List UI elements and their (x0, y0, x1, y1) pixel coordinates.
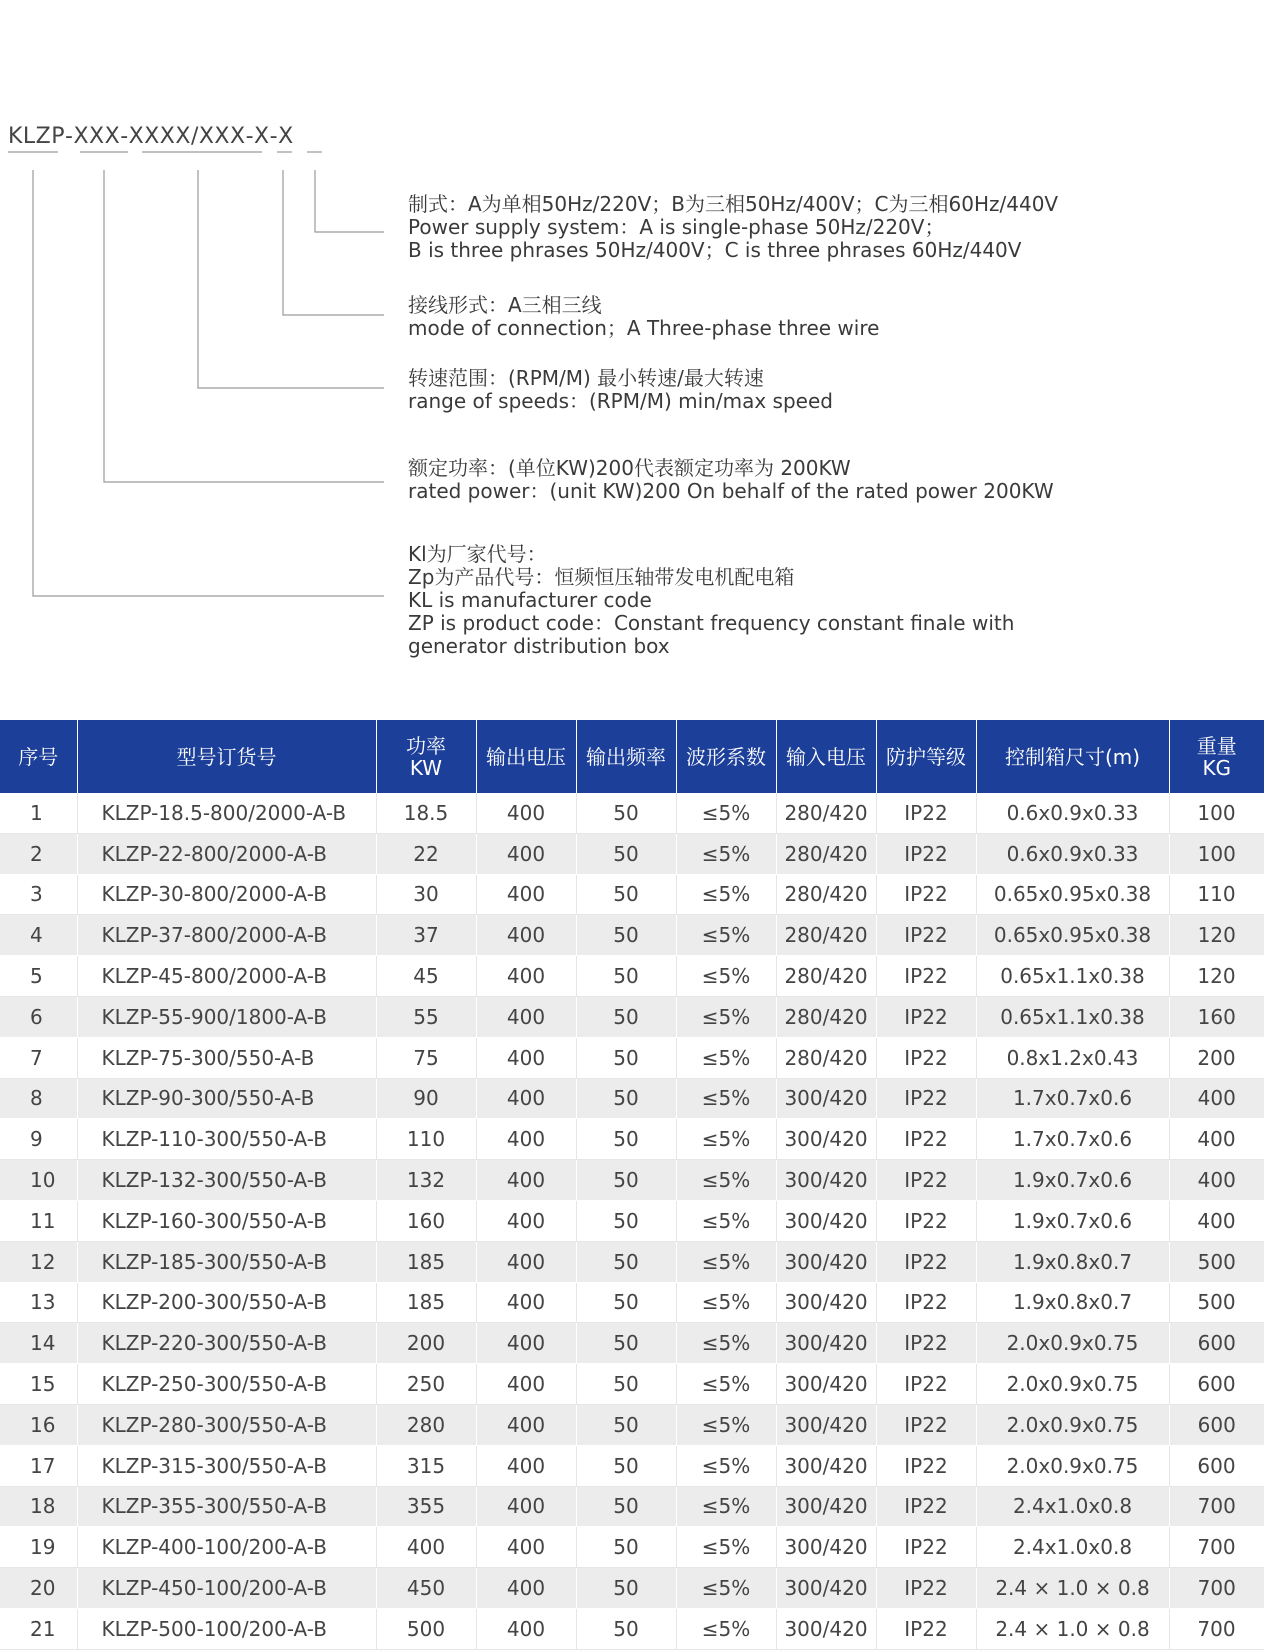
table-cell: KLZP-400-100/200-A-B (77, 1527, 376, 1568)
legend-maker-line: Zp为产品代号：恒频恒压轴带发电机配电箱 (408, 565, 795, 589)
table-cell: IP22 (876, 1282, 976, 1323)
table-cell: 50 (576, 1364, 676, 1405)
table-cell: 400 (476, 1486, 576, 1527)
table-cell: 1 (0, 793, 77, 833)
table-cell: 50 (576, 1241, 676, 1282)
table-cell: 300/420 (776, 1445, 876, 1486)
legend-maker-line: KL is manufacturer code (408, 588, 652, 612)
spec-table (0, 720, 1264, 1650)
table-cell: 400 (476, 956, 576, 997)
legend-speed (408, 367, 833, 413)
table-cell: ≤5% (676, 1078, 776, 1119)
table-cell: ≤5% (676, 1323, 776, 1364)
table-row (0, 1119, 1264, 1160)
table-cell: IP22 (876, 1037, 976, 1078)
table-cell: IP22 (876, 1323, 976, 1364)
table-cell: 300/420 (776, 1364, 876, 1405)
table-row (0, 793, 1264, 833)
column-header-label: 防护等级 (886, 744, 966, 769)
table-cell: KLZP-90-300/550-A-B (77, 1078, 376, 1119)
table-cell: 600 (1169, 1445, 1264, 1486)
connector-speed (198, 170, 384, 388)
table-cell: ≤5% (676, 1200, 776, 1241)
table-cell: 0.65x1.1x0.38 (976, 996, 1169, 1037)
table-cell: 19 (0, 1527, 77, 1568)
table-cell: 16 (0, 1404, 77, 1445)
table-cell: ≤5% (676, 1568, 776, 1609)
table-cell: 300/420 (776, 1486, 876, 1527)
table-cell: 50 (576, 1037, 676, 1078)
legend-power-line: rated power：(unit KW)200 On behalf of the rated power 200KW (408, 479, 1054, 503)
table-cell: KLZP-30-800/2000-A-B (77, 874, 376, 915)
table-cell: KLZP-55-900/1800-A-B (77, 996, 376, 1037)
legend-system-line: 制式：A为单相50Hz/220V；B为三相50Hz/400V；C为三相60Hz/440V (408, 192, 1059, 216)
table-cell: 300/420 (776, 1241, 876, 1282)
table-cell: 400 (476, 1568, 576, 1609)
table-cell: KLZP-280-300/550-A-B (77, 1404, 376, 1445)
table-cell: IP22 (876, 1527, 976, 1568)
table-row (0, 1445, 1264, 1486)
code-part-prefix: KLZP (8, 124, 66, 149)
table-cell: 2 (0, 833, 77, 874)
table-cell: 400 (476, 793, 576, 833)
table-cell: ≤5% (676, 1282, 776, 1323)
code-separator: - (120, 124, 129, 149)
table-cell: 14 (0, 1323, 77, 1364)
column-header (376, 720, 476, 793)
legend-connection (408, 294, 879, 340)
legend-connection-line: 接线形式：A三相三线 (408, 293, 602, 317)
table-cell: 50 (576, 1078, 676, 1119)
table-cell: 280 (376, 1404, 476, 1445)
table-cell: 50 (576, 1608, 676, 1649)
code-separator: - (245, 124, 255, 149)
table-cell: KLZP-315-300/550-A-B (77, 1445, 376, 1486)
column-header (0, 720, 77, 793)
table-row (0, 874, 1264, 915)
table-cell: 3 (0, 874, 77, 915)
column-header-label: 重量 (1196, 733, 1237, 758)
table-cell: KLZP-450-100/200-A-B (77, 1568, 376, 1609)
table-cell: 100 (1169, 793, 1264, 833)
table-cell: 50 (576, 996, 676, 1037)
table-cell: 15 (0, 1364, 77, 1405)
column-header-label: 型号订货号 (176, 744, 277, 769)
table-cell: 21 (0, 1608, 77, 1649)
table-cell: 50 (576, 1404, 676, 1445)
legend-maker-line: generator distribution box (408, 634, 670, 658)
table-cell: 400 (476, 1241, 576, 1282)
table-cell: 1.9x0.7x0.6 (976, 1160, 1169, 1201)
table-cell: IP22 (876, 1445, 976, 1486)
table-cell: 280/420 (776, 874, 876, 915)
table-cell: 160 (1169, 996, 1264, 1037)
table-cell: 185 (376, 1282, 476, 1323)
table-cell: 400 (476, 1527, 576, 1568)
table-cell: ≤5% (676, 1527, 776, 1568)
column-header (1169, 720, 1264, 793)
table-cell: 300/420 (776, 1323, 876, 1364)
table-cell: 13 (0, 1282, 77, 1323)
table-cell: 500 (376, 1608, 476, 1649)
connector-maker (33, 170, 384, 596)
table-cell: 2.4x1.0x0.8 (976, 1486, 1169, 1527)
table-cell: KLZP-37-800/2000-A-B (77, 915, 376, 956)
table-cell: 250 (376, 1364, 476, 1405)
table-cell: IP22 (876, 793, 976, 833)
table-cell: KLZP-45-800/2000-A-B (77, 956, 376, 997)
table-cell: 160 (376, 1200, 476, 1241)
table-cell: KLZP-200-300/550-A-B (77, 1282, 376, 1323)
column-header-label: 输出频率 (586, 744, 666, 769)
table-cell: 500 (1169, 1241, 1264, 1282)
column-header (476, 720, 576, 793)
table-row (0, 956, 1264, 997)
table-cell: KLZP-160-300/550-A-B (77, 1200, 376, 1241)
legend-power (408, 457, 1054, 503)
table-cell: 280/420 (776, 996, 876, 1037)
table-cell: 1.7x0.7x0.6 (976, 1119, 1169, 1160)
table-cell: 2.0x0.9x0.75 (976, 1445, 1169, 1486)
table-cell: 2.0x0.9x0.75 (976, 1404, 1169, 1445)
table-cell: 50 (576, 874, 676, 915)
table-cell: 50 (576, 915, 676, 956)
table-cell: 50 (576, 1200, 676, 1241)
table-cell: 400 (476, 1037, 576, 1078)
column-header (77, 720, 376, 793)
table-cell: 50 (576, 956, 676, 997)
table-cell: 1.9x0.8x0.7 (976, 1241, 1169, 1282)
table-cell: 400 (476, 874, 576, 915)
table-cell: IP22 (876, 874, 976, 915)
table-row (0, 1364, 1264, 1405)
table-cell: 400 (476, 996, 576, 1037)
table-cell: KLZP-75-300/550-A-B (77, 1037, 376, 1078)
table-cell: 600 (1169, 1364, 1264, 1405)
legend-system-line: Power supply system：A is single-phase 50Hz/220V； (408, 215, 945, 239)
table-cell: IP22 (876, 1160, 976, 1201)
table-cell: ≤5% (676, 1445, 776, 1486)
table-row (0, 1078, 1264, 1119)
column-header-label: KW (409, 755, 443, 780)
table-cell: 500 (1169, 1282, 1264, 1323)
table-cell: IP22 (876, 1364, 976, 1405)
table-row (0, 1608, 1264, 1649)
table-cell: 400 (1169, 1078, 1264, 1119)
column-header-label: 输入电压 (786, 744, 866, 769)
table-cell: 400 (476, 1404, 576, 1445)
table-cell: 200 (376, 1323, 476, 1364)
legend-speed-line: 转速范围：(RPM/M) 最小转速/最大转速 (408, 366, 764, 390)
table-cell: ≤5% (676, 956, 776, 997)
table-cell: 100 (1169, 833, 1264, 874)
code-part-system: X (278, 124, 294, 149)
table-cell: 400 (476, 833, 576, 874)
table-cell: 300/420 (776, 1568, 876, 1609)
table-cell: 110 (1169, 874, 1264, 915)
table-cell: 400 (476, 1323, 576, 1364)
table-cell: 0.65x1.1x0.38 (976, 956, 1169, 997)
table-cell: KLZP-22-800/2000-A-B (77, 833, 376, 874)
table-cell: KLZP-500-100/200-A-B (77, 1608, 376, 1649)
table-row (0, 996, 1264, 1037)
legend-connection-line: mode of connection；A Three-phase three wire (408, 316, 880, 340)
legend-power-line: 额定功率：(单位KW)200代表额定功率为 200KW (408, 456, 851, 480)
table-cell: IP22 (876, 1486, 976, 1527)
table-cell: 300/420 (776, 1527, 876, 1568)
table-cell: ≤5% (676, 793, 776, 833)
table-cell: 2.4x1.0x0.8 (976, 1527, 1169, 1568)
column-header-label: 输出电压 (486, 744, 566, 769)
table-cell: IP22 (876, 1568, 976, 1609)
table-cell: 50 (576, 1119, 676, 1160)
code-part-power: XXX (73, 124, 121, 149)
table-cell: 4 (0, 915, 77, 956)
table-cell: 280/420 (776, 956, 876, 997)
table-cell: 7 (0, 1037, 77, 1078)
table-cell: IP22 (876, 1200, 976, 1241)
table-cell: KLZP-220-300/550-A-B (77, 1323, 376, 1364)
table-cell: IP22 (876, 996, 976, 1037)
table-cell: 22 (376, 833, 476, 874)
table-cell: ≤5% (676, 1160, 776, 1201)
code-separator: - (269, 124, 279, 149)
connector-system (315, 170, 384, 232)
table-cell: 0.65x0.95x0.38 (976, 874, 1169, 915)
table-row (0, 1282, 1264, 1323)
table-cell: 600 (1169, 1323, 1264, 1364)
table-header-row (0, 720, 1264, 793)
table-cell: 50 (576, 793, 676, 833)
table-cell: ≤5% (676, 1404, 776, 1445)
table-cell: 12 (0, 1241, 77, 1282)
table-cell: 280/420 (776, 793, 876, 833)
code-part-speed: XXXX/XXX (128, 124, 246, 149)
table-cell: 2.4 × 1.0 × 0.8 (976, 1568, 1169, 1609)
table-cell: IP22 (876, 833, 976, 874)
column-header (976, 720, 1169, 793)
table-cell: ≤5% (676, 915, 776, 956)
table-cell: 400 (476, 1160, 576, 1201)
table-row (0, 1404, 1264, 1445)
column-header-label: 控制箱尺寸(m) (1004, 744, 1141, 769)
table-cell: 315 (376, 1445, 476, 1486)
table-cell: 300/420 (776, 1160, 876, 1201)
table-cell: 2.0x0.9x0.75 (976, 1323, 1169, 1364)
table-cell: 50 (576, 1486, 676, 1527)
table-cell: 10 (0, 1160, 77, 1201)
table-cell: 45 (376, 956, 476, 997)
table-cell: IP22 (876, 1608, 976, 1649)
table-cell: 18 (0, 1486, 77, 1527)
table-cell: 90 (376, 1078, 476, 1119)
column-header-label: 波形系数 (686, 744, 766, 769)
table-cell: 300/420 (776, 1078, 876, 1119)
table-cell: ≤5% (676, 833, 776, 874)
column-header-label: 序号 (18, 744, 59, 769)
table-cell: ≤5% (676, 1486, 776, 1527)
table-cell: ≤5% (676, 996, 776, 1037)
table-cell: 300/420 (776, 1608, 876, 1649)
table-cell: ≤5% (676, 1119, 776, 1160)
table-cell: 300/420 (776, 1404, 876, 1445)
table-cell: 0.6x0.9x0.33 (976, 793, 1169, 833)
table-cell: 0.8x1.2x0.43 (976, 1037, 1169, 1078)
column-header (576, 720, 676, 793)
connector-power (104, 170, 384, 482)
table-cell: 2.4 × 1.0 × 0.8 (976, 1608, 1169, 1649)
legend-system-line: B is three phrases 50Hz/400V；C is three phrases 60Hz/440V (408, 238, 1022, 262)
table-cell: 1.7x0.7x0.6 (976, 1078, 1169, 1119)
table-cell: 8 (0, 1078, 77, 1119)
table-cell: 355 (376, 1486, 476, 1527)
table-cell: 20 (0, 1568, 77, 1609)
table-cell: 280/420 (776, 833, 876, 874)
table-cell: 200 (1169, 1037, 1264, 1078)
column-header-label: 功率 (406, 733, 446, 758)
table-cell: 400 (376, 1527, 476, 1568)
table-cell: 50 (576, 1527, 676, 1568)
table-cell: ≤5% (676, 1241, 776, 1282)
table-cell: IP22 (876, 1078, 976, 1119)
table-cell: 400 (476, 915, 576, 956)
table-cell: 37 (376, 915, 476, 956)
legend-speed-line: range of speeds：(RPM/M) min/max speed (408, 389, 833, 413)
table-cell: 400 (476, 1078, 576, 1119)
table-cell: 110 (376, 1119, 476, 1160)
table-cell: 300/420 (776, 1282, 876, 1323)
legend-maker-line: ZP is product code：Constant frequency constant finale with (408, 611, 1015, 635)
table-row (0, 1568, 1264, 1609)
legend-system (408, 193, 1058, 262)
table-cell: 280/420 (776, 1037, 876, 1078)
table-cell: 30 (376, 874, 476, 915)
table-cell: 50 (576, 1323, 676, 1364)
table-cell: 120 (1169, 915, 1264, 956)
table-row (0, 1241, 1264, 1282)
table-cell: ≤5% (676, 1037, 776, 1078)
table-cell: IP22 (876, 1241, 976, 1282)
legend-maker-line: Kl为厂家代号： (408, 542, 547, 566)
table-cell: ≤5% (676, 874, 776, 915)
table-cell: 400 (476, 1608, 576, 1649)
table-cell: 400 (476, 1445, 576, 1486)
column-header (776, 720, 876, 793)
table-cell: 700 (1169, 1527, 1264, 1568)
code-part-connection: X (254, 124, 270, 149)
column-header (876, 720, 976, 793)
table-cell: 600 (1169, 1404, 1264, 1445)
table-cell: IP22 (876, 956, 976, 997)
table-row (0, 1527, 1264, 1568)
table-cell: 18.5 (376, 793, 476, 833)
table-row (0, 1486, 1264, 1527)
table-cell: ≤5% (676, 1364, 776, 1405)
table-cell: 6 (0, 996, 77, 1037)
table-cell: 11 (0, 1200, 77, 1241)
table-cell: 5 (0, 956, 77, 997)
table-row (0, 1037, 1264, 1078)
table-row (0, 1200, 1264, 1241)
table-row (0, 833, 1264, 874)
table-cell: 50 (576, 1160, 676, 1201)
table-cell: 300/420 (776, 1200, 876, 1241)
table-cell: 9 (0, 1119, 77, 1160)
table-row (0, 1323, 1264, 1364)
table-cell: 1.9x0.8x0.7 (976, 1282, 1169, 1323)
table-cell: 400 (476, 1200, 576, 1241)
table-cell: 132 (376, 1160, 476, 1201)
table-cell: 75 (376, 1037, 476, 1078)
table-cell: 700 (1169, 1608, 1264, 1649)
connector-connection (283, 170, 384, 315)
table-cell: 50 (576, 1282, 676, 1323)
column-header-label: KG (1202, 755, 1232, 780)
table-cell: 280/420 (776, 915, 876, 956)
table-cell: 50 (576, 833, 676, 874)
table-cell: 400 (476, 1282, 576, 1323)
table-cell: 50 (576, 1445, 676, 1486)
table-cell: KLZP-185-300/550-A-B (77, 1241, 376, 1282)
table-cell: 55 (376, 996, 476, 1037)
table-cell: 1.9x0.7x0.6 (976, 1200, 1169, 1241)
table-cell: KLZP-355-300/550-A-B (77, 1486, 376, 1527)
table-cell: 300/420 (776, 1119, 876, 1160)
table-row (0, 1160, 1264, 1201)
table-cell: 400 (1169, 1160, 1264, 1201)
table-cell: 400 (1169, 1119, 1264, 1160)
table-cell: 400 (476, 1364, 576, 1405)
table-cell: 2.0x0.9x0.75 (976, 1364, 1169, 1405)
column-header (676, 720, 776, 793)
table-cell: 0.65x0.95x0.38 (976, 915, 1169, 956)
table-cell: IP22 (876, 915, 976, 956)
legend-maker (408, 543, 1014, 658)
table-body (0, 793, 1264, 1649)
table-row (0, 915, 1264, 956)
table-cell: 50 (576, 1568, 676, 1609)
table-cell: 400 (1169, 1200, 1264, 1241)
table-cell: 400 (476, 1119, 576, 1160)
table-cell: 700 (1169, 1486, 1264, 1527)
table-cell: 450 (376, 1568, 476, 1609)
table-cell: KLZP-18.5-800/2000-A-B (77, 793, 376, 833)
code-separator: - (65, 124, 74, 149)
table-cell: IP22 (876, 1404, 976, 1445)
table-cell: 120 (1169, 956, 1264, 997)
table-cell: 700 (1169, 1568, 1264, 1609)
table-cell: 0.6x0.9x0.33 (976, 833, 1169, 874)
table-cell: ≤5% (676, 1608, 776, 1649)
table-cell: KLZP-250-300/550-A-B (77, 1364, 376, 1405)
table-cell: KLZP-110-300/550-A-B (77, 1119, 376, 1160)
table-cell: 17 (0, 1445, 77, 1486)
table-cell: IP22 (876, 1119, 976, 1160)
table-cell: KLZP-132-300/550-A-B (77, 1160, 376, 1201)
table-cell: 185 (376, 1241, 476, 1282)
